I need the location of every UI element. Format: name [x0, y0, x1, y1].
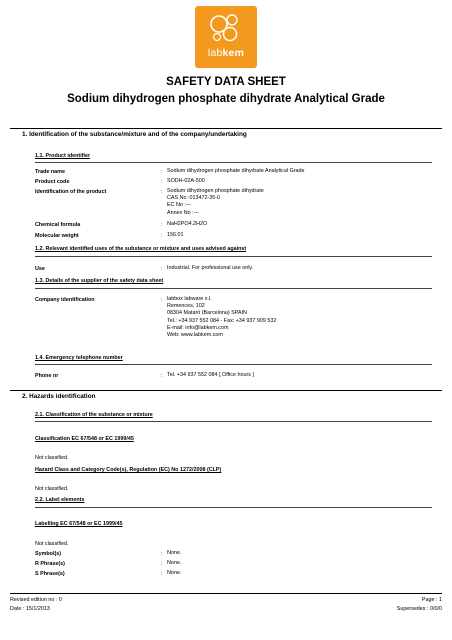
subsection-2-2-heading: 2.2. Label elements: [35, 497, 85, 503]
identification-line: CAS No :013472-35-0: [167, 195, 221, 202]
not-classified-text: Not classified.: [35, 541, 69, 547]
logo-wordmark: [195, 47, 257, 59]
product-code-value: SODH-02A-500: [167, 178, 205, 184]
section-1-top-rule: [10, 128, 442, 129]
section-2-heading: 2. Hazards identification: [22, 393, 96, 400]
s-phrases-value: None.: [167, 570, 182, 576]
colon: :: [161, 561, 163, 567]
labkem-logo: [195, 6, 257, 68]
subsection-1-3-rule: [35, 288, 432, 289]
chemical-formula-value: NaH2PO4.2H2O: [167, 221, 208, 227]
subsection-1-1-heading: 1.1. Product identifier: [35, 153, 91, 159]
trade-name-value: Sodium dihydrogen phosphate dihydrate Analytical Grade: [167, 168, 305, 174]
identification-line: Annex No :---: [167, 209, 200, 216]
footer-page-number: Page : 1: [421, 597, 442, 603]
colon: :: [161, 297, 163, 303]
subsection-1-2-heading: 1.2. Relevant identified uses of the substance or mixture and uses advised against: [35, 246, 247, 252]
subsection-1-3-heading: 1.3. Details of the supplier of the safety data sheet: [35, 278, 164, 284]
colon: :: [161, 373, 163, 379]
colon: :: [161, 179, 163, 185]
subsection-1-1-rule: [35, 162, 432, 163]
s-phrases-label: S Phrase(s): [35, 571, 65, 577]
company-line: Remences, 102: [167, 303, 205, 310]
footer-supersedes: Supersedes : 0/0/0: [396, 606, 442, 612]
footer-date: Date : 15/1/2013: [10, 606, 50, 612]
r-phrases-label: R Phrase(s): [35, 561, 65, 567]
colon: :: [161, 266, 163, 272]
identification-line: Sodium dihydrogen phosphate dihydrate: [167, 188, 264, 194]
colon: :: [161, 222, 163, 228]
footer-revised-edition: Revised edition no : 0: [10, 597, 62, 603]
phone-value: Tel. +34 937 552 084 [ Office hours ]: [167, 372, 254, 378]
identification-value: [167, 188, 264, 217]
not-classified-text: Not classified.: [35, 486, 69, 492]
identification-label: Identification of the product: [35, 189, 107, 195]
logo-text-kem: kem: [222, 47, 245, 59]
symbols-label: Symbol(s): [35, 551, 62, 557]
phone-label: Phone nr: [35, 373, 59, 379]
colon: :: [161, 189, 163, 195]
colon: :: [161, 169, 163, 175]
colon: :: [161, 571, 163, 577]
logo-text-lab: lab: [207, 47, 223, 59]
product-code-label: Product code: [35, 179, 70, 185]
molecular-weight-value: 156.01: [167, 232, 184, 238]
use-label: Use: [35, 266, 45, 272]
classification-clp-heading: Hazard Class and Category Code(s), Regulation (EC) No 1272/2008 (CLP): [35, 467, 222, 473]
company-identification-value: [167, 296, 276, 339]
subsection-1-2-rule: [35, 256, 432, 257]
company-line: E-mail: info@labkem.com: [167, 324, 229, 331]
trade-name-label: Trade name: [35, 169, 65, 175]
document-subtitle: Sodium dihydrogen phosphate dihydrate Analytical Grade: [67, 93, 385, 105]
footer-rule: [10, 593, 442, 594]
use-value: Industrial. For professional use only.: [167, 265, 254, 271]
identification-line: EC No :---: [167, 202, 192, 209]
subsection-2-1-rule: [35, 421, 432, 422]
not-classified-text: Not classified.: [35, 455, 69, 461]
classification-ec-heading: Classification EC 67/548 or EC 1999/45: [35, 436, 134, 442]
company-line: Tel.: +34 937 552 084 - Fax: +34 937 909 532: [167, 317, 277, 324]
section-2-top-rule: [10, 390, 442, 391]
colon: :: [161, 233, 163, 239]
symbols-value: None.: [167, 550, 182, 556]
company-line: 08304 Mataró (Barcelona) SPAIN: [167, 310, 247, 317]
company-identification-label: Company identification: [35, 297, 95, 303]
company-line: Web: www.labkem.com: [167, 332, 223, 339]
chemical-formula-label: Chemical formula: [35, 222, 81, 228]
document-title: SAFETY DATA SHEET: [166, 76, 286, 88]
labelling-heading: Labelling EC 67/548 or EC 1999/45: [35, 521, 123, 527]
colon: :: [161, 551, 163, 557]
section-1-heading: 1. Identification of the substance/mixture and of the company/undertaking: [22, 131, 247, 138]
subsection-2-1-heading: 2.1. Classification of the substance or mixture: [35, 412, 153, 418]
subsection-1-4-heading: 1.4. Emergency telephone number: [35, 355, 123, 361]
company-line: labbox labware s.l.: [167, 296, 212, 302]
subsection-2-2-rule: [35, 507, 432, 508]
molecular-weight-label: Molecular weight: [35, 233, 79, 239]
subsection-1-4-rule: [35, 364, 432, 365]
r-phrases-value: None.: [167, 560, 182, 566]
